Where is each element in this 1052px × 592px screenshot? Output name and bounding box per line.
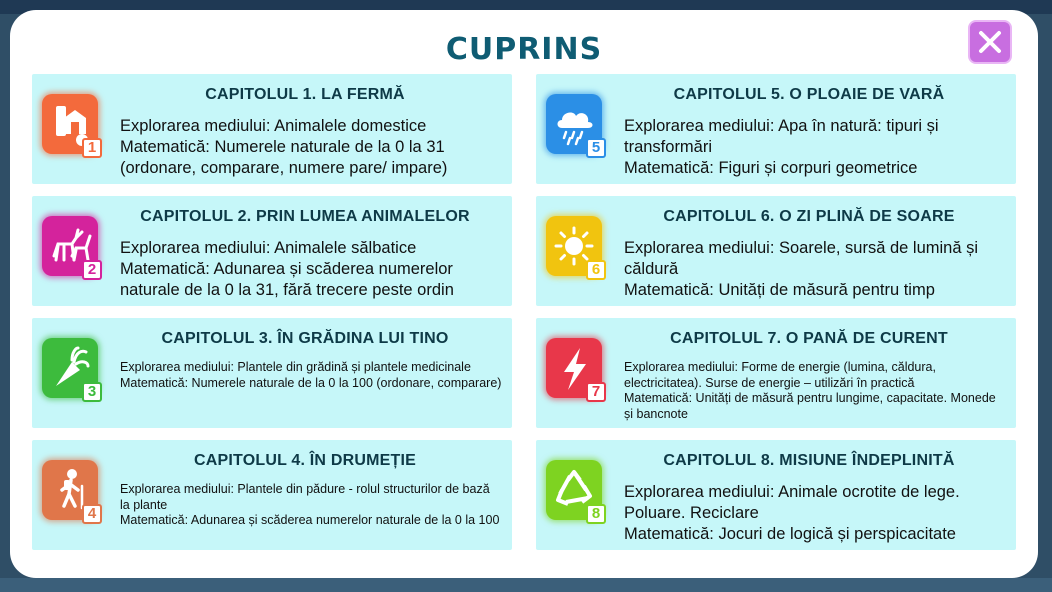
description-line: Explorarea mediului: Animalele sălbatice	[120, 239, 417, 257]
chapter-description	[120, 482, 502, 529]
chapter-description	[624, 360, 1006, 422]
chapter-card-4[interactable]	[32, 440, 512, 550]
description-line: Matematică: Adunarea și scăderea numerelor naturale de la 0 la 31, fără trecere peste ordin	[120, 260, 454, 299]
description-line: Explorarea mediului: Soarele, sursă de lumină și căldură	[624, 239, 979, 278]
chapter-icon-box	[42, 460, 102, 524]
chapter-icon-box	[546, 460, 606, 524]
chapter-icon-box	[546, 216, 606, 280]
chapter-number: 8	[586, 504, 606, 524]
chapter-heading: CAPITOLUL 8. MISIUNE ÎNDEPLINITĂ	[663, 452, 955, 469]
page-title: CUPRINS	[445, 32, 603, 67]
description-line: Explorarea mediului: Animalele domestice	[120, 117, 427, 135]
chapter-card-2[interactable]	[32, 196, 512, 306]
chapter-description	[624, 238, 1006, 301]
description-line: Matematică: Unități de măsură pentru timp	[624, 281, 935, 299]
chapter-icon-box	[42, 338, 102, 402]
description-line: Matematică: Jocuri de logică și perspicacitate	[624, 525, 956, 543]
chapter-description	[120, 360, 502, 391]
chapter-heading: CAPITOLUL 7. O PANĂ DE CURENT	[670, 330, 948, 347]
close-icon	[977, 29, 1003, 55]
contents-panel	[10, 10, 1038, 578]
chapter-icon-box	[42, 94, 102, 158]
chapter-card-8[interactable]	[536, 440, 1016, 550]
description-line: Matematică: Adunarea și scăderea numerelor naturale de la 0 la 100	[120, 513, 500, 527]
chapter-card-7[interactable]	[536, 318, 1016, 428]
chapter-number: 2	[82, 260, 102, 280]
chapter-card-5[interactable]	[536, 74, 1016, 184]
close-button[interactable]	[968, 20, 1012, 64]
chapter-number: 6	[586, 260, 606, 280]
chapter-heading: CAPITOLUL 2. PRIN LUMEA ANIMALELOR	[140, 208, 470, 225]
chapter-number: 1	[82, 138, 102, 158]
description-line: Matematică: Numerele naturale de la 0 la 100 (ordonare, comparare)	[120, 375, 502, 390]
chapter-heading: CAPITOLUL 4. ÎN DRUMEȚIE	[193, 452, 416, 469]
chapter-card-6[interactable]	[536, 196, 1016, 306]
chapter-card-1[interactable]	[32, 74, 512, 184]
chapter-icon-box	[42, 216, 102, 280]
chapter-number: 4	[82, 504, 102, 524]
chapter-heading: CAPITOLUL 1. LA FERMĂ	[205, 86, 405, 103]
description-line: Explorarea mediului: Forme de energie (lumina, căldura, electricitatea). Surse de energie – utilizări în practică	[624, 360, 936, 390]
chapter-heading: CAPITOLUL 3. ÎN GRĂDINA LUI TINO	[161, 330, 449, 347]
chapter-description	[624, 482, 1006, 545]
chapter-icon-box	[546, 338, 606, 402]
chapter-number: 7	[586, 382, 606, 402]
description-line: Explorarea mediului: Apa în natură: tipuri și transformări	[624, 117, 939, 156]
chapter-description	[120, 238, 502, 301]
description-line: Matematică: Unități de măsură pentru lungime, capacitate. Monede și bancnote	[624, 391, 996, 421]
description-line: Explorarea mediului: Plantele din pădure - rolul structurilor de bază la plante	[120, 482, 490, 512]
description-line: Explorarea mediului: Animale ocrotite de lege. Poluare. Reciclare	[624, 483, 960, 522]
description-line: Explorarea mediului: Plantele din grădină și plantele medicinale	[120, 360, 471, 374]
chapter-card-3[interactable]	[32, 318, 512, 428]
description-line: Matematică: Figuri și corpuri geometrice	[624, 159, 918, 177]
chapter-number: 5	[586, 138, 606, 158]
background-bottom	[0, 578, 1052, 592]
chapter-heading: CAPITOLUL 5. O PLOAIE DE VARĂ	[673, 86, 945, 103]
chapter-description	[624, 116, 1006, 179]
chapter-number: 3	[82, 382, 102, 402]
chapter-description	[120, 116, 502, 179]
description-line: Matematică: Numerele naturale de la 0 la 31 (ordonare, comparare, numere pare/ impare)	[120, 138, 448, 177]
chapter-icon-box	[546, 94, 606, 158]
chapter-heading: CAPITOLUL 6. O ZI PLINĂ DE SOARE	[663, 208, 955, 225]
